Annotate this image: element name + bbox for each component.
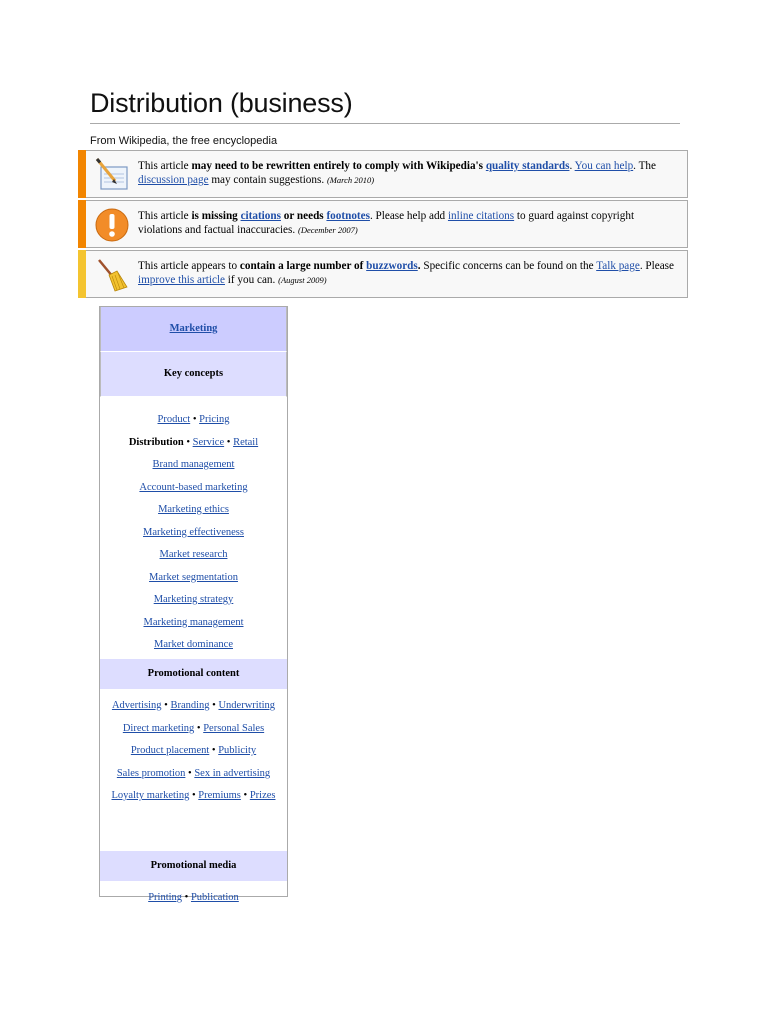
direct-marketing-link[interactable]: Direct marketing (122, 722, 195, 734)
list-item (100, 567, 287, 590)
footnotes-link[interactable]: footnotes (326, 210, 370, 222)
service-link[interactable]: Service (192, 436, 225, 448)
list-item: Distribution • Service • Retail (128, 436, 259, 448)
notice-date: (August 2009) (278, 275, 327, 285)
list-item: Loyalty marketing • Premiums • Prizes (111, 790, 276, 801)
loyalty-marketing-link[interactable]: Loyalty marketing (111, 790, 190, 801)
notice-stripe (78, 150, 86, 198)
list-item: Product placement • Publicity (130, 745, 257, 756)
list-item: Printing • Publication (148, 892, 239, 903)
promotional-media-section (100, 882, 287, 910)
list-item (100, 522, 287, 545)
market-dominance-link[interactable]: Market dominance (153, 639, 233, 650)
prizes-link[interactable]: Prizes (249, 790, 276, 801)
printing-link[interactable]: Printing (148, 892, 183, 903)
promotional-content-section (100, 690, 287, 850)
list-item (100, 612, 287, 635)
broom-icon (93, 257, 131, 293)
branding-link[interactable]: Branding (170, 700, 210, 711)
list-item (100, 589, 287, 612)
product-placement-link[interactable]: Product placement (130, 745, 210, 756)
pricing-link[interactable]: Pricing (199, 414, 230, 425)
market-research-link[interactable]: Market research (159, 549, 228, 560)
notice-text: This article appears to contain a large number of buzzwords. Specific concerns can be found on the Talk page. Please improve this article if you can. (August 2009) (138, 260, 675, 286)
product-link[interactable]: Product (157, 414, 191, 425)
sales-promotion-link[interactable]: Sales promotion (116, 767, 186, 779)
key-concepts-section (100, 397, 287, 658)
list-item: Direct marketing • Personal Sales (122, 722, 265, 734)
notice-text: This article may need to be rewritten entirely to comply with Wikipedia's quality standards. You can help. The discussion page may contain suggestions. (March 2010) (138, 160, 656, 186)
account-based-marketing-link[interactable]: Account-based marketing (139, 481, 248, 493)
premiums-link[interactable]: Premiums (198, 790, 241, 801)
marketing-management-link[interactable]: Marketing management (143, 616, 244, 628)
sidebar-header (100, 307, 287, 351)
list-item (100, 634, 287, 657)
marketing-strategy-link[interactable]: Marketing strategy (153, 594, 234, 605)
page-subtitle: From Wikipedia, the free encyclopedia (90, 135, 278, 147)
distribution-current: Distribution (128, 436, 184, 448)
notepad-pencil-icon (93, 157, 131, 193)
improve-article-link[interactable]: improve this article (138, 274, 225, 286)
title-divider (90, 123, 680, 124)
notice-date: (December 2007) (297, 225, 358, 235)
discussion-page-link[interactable]: discussion page (138, 174, 209, 186)
publication-link[interactable]: Publication (190, 892, 239, 903)
you-can-help-link[interactable]: You can help (574, 160, 634, 172)
personal-sales-link[interactable]: Personal Sales (203, 722, 265, 734)
notice-citations (78, 200, 688, 248)
list-item (100, 544, 287, 567)
notice-rewrite (78, 150, 688, 198)
quality-standards-link[interactable]: quality standards (485, 160, 570, 172)
key-concepts-heading: Key concepts (100, 351, 287, 397)
marketing-sidebar (99, 306, 288, 903)
list-item (100, 477, 287, 500)
exclamation-icon (93, 207, 131, 243)
citations-link[interactable]: citations (240, 210, 281, 222)
publicity-link[interactable]: Publicity (218, 745, 257, 756)
market-segmentation-link[interactable]: Market segmentation (149, 571, 238, 583)
notice-stripe (78, 250, 86, 298)
notice-stripe (78, 200, 86, 248)
list-item (100, 454, 287, 477)
buzzwords-link[interactable]: buzzwords (366, 260, 418, 272)
list-item: Product • Pricing (157, 414, 230, 425)
promotional-media-heading: Promotional media (100, 850, 287, 882)
brand-management-link[interactable]: Brand management (152, 459, 235, 470)
talk-page-link[interactable]: Talk page (596, 260, 640, 272)
marketing-ethics-link[interactable]: Marketing ethics (158, 504, 229, 515)
advertising-link[interactable]: Advertising (111, 700, 162, 711)
marketing-effectiveness-link[interactable]: Marketing effectiveness (143, 526, 244, 538)
notice-text: This article is missing citations or needs footnotes. Please help add inline citations to guard against copyright violations and factual inaccuracies. (December 2007) (138, 210, 635, 236)
inline-citations-link[interactable]: inline citations (447, 210, 515, 222)
list-item: Sales promotion • Sex in advertising (116, 767, 271, 779)
sex-in-advertising-link[interactable]: Sex in advertising (194, 767, 271, 779)
marketing-link[interactable]: Marketing (169, 323, 218, 334)
list-item: Advertising • Branding • Underwriting (111, 700, 276, 711)
notice-buzzwords (78, 250, 688, 298)
underwriting-link[interactable]: Underwriting (218, 700, 276, 711)
list-item (100, 499, 287, 522)
notice-date: (March 2010) (326, 175, 375, 185)
retail-link[interactable]: Retail (233, 436, 259, 448)
promotional-content-heading: Promotional content (100, 658, 287, 690)
page-title: Distribution (business) (90, 88, 353, 118)
